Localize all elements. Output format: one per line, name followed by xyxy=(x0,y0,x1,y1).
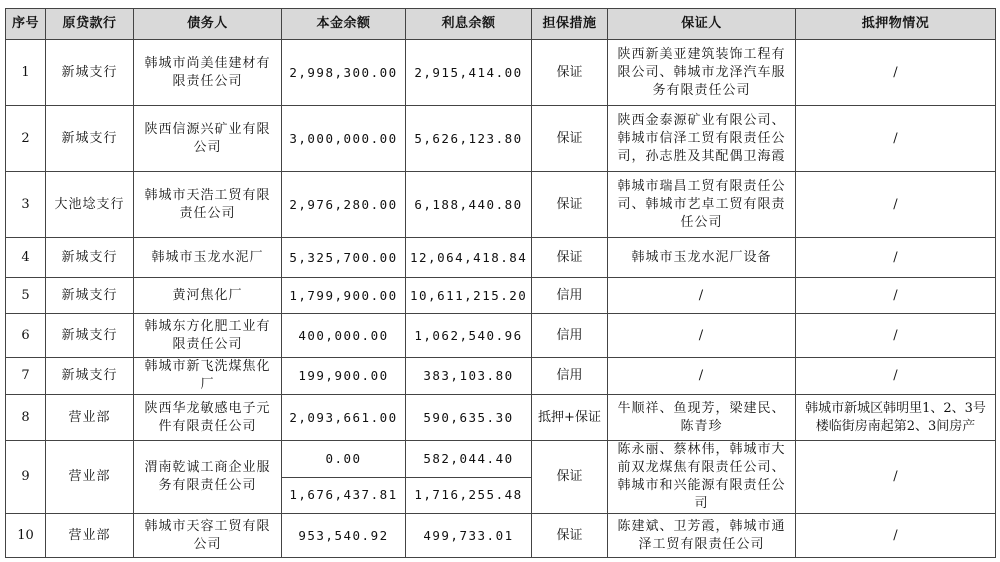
cell-no: 7 xyxy=(6,358,46,395)
header-interest: 利息余额 xyxy=(406,9,532,40)
cell-security: 信用 xyxy=(532,314,608,358)
cell-interest: 582,044.40 xyxy=(406,441,532,478)
cell-security: 保证 xyxy=(532,106,608,172)
cell-debtor: 韩城市天浩工贸有限责任公司 xyxy=(134,172,282,238)
cell-interest: 1,062,540.96 xyxy=(406,314,532,358)
cell-guarantor: 韩城市玉龙水泥厂设备 xyxy=(608,238,796,278)
header-guarantor: 保证人 xyxy=(608,9,796,40)
cell-principal: 5,325,700.00 xyxy=(282,238,406,278)
cell-principal: 1,676,437.81 xyxy=(282,477,406,514)
cell-debtor: 韩城市新飞洗煤焦化厂 xyxy=(134,358,282,395)
table-row xyxy=(6,358,996,395)
cell-bank: 营业部 xyxy=(46,395,134,441)
cell-principal: 2,998,300.00 xyxy=(282,40,406,106)
cell-guarantor: 韩城市瑞昌工贸有限责任公司、韩城市艺卓工贸有限责任公司 xyxy=(608,172,796,238)
cell-interest: 2,915,414.00 xyxy=(406,40,532,106)
cell-collateral: / xyxy=(796,278,996,314)
cell-guarantor: / xyxy=(608,314,796,358)
table-row xyxy=(6,40,996,106)
cell-security: 抵押+保证 xyxy=(532,395,608,441)
cell-collateral: / xyxy=(796,106,996,172)
cell-bank: 新城支行 xyxy=(46,358,134,395)
cell-collateral: / xyxy=(796,514,996,558)
cell-guarantor: 陈建斌、卫芳霞，韩城市通泽工贸有限责任公司 xyxy=(608,514,796,558)
header-security: 担保措施 xyxy=(532,9,608,40)
cell-guarantor: / xyxy=(608,358,796,395)
cell-security: 保证 xyxy=(532,40,608,106)
cell-collateral: / xyxy=(796,358,996,395)
cell-interest: 6,188,440.80 xyxy=(406,172,532,238)
header-row xyxy=(6,9,996,40)
cell-security: 保证 xyxy=(532,441,608,514)
cell-principal: 2,976,280.00 xyxy=(282,172,406,238)
cell-security: 保证 xyxy=(532,238,608,278)
cell-no: 6 xyxy=(6,314,46,358)
cell-no: 4 xyxy=(6,238,46,278)
table-row xyxy=(6,238,996,278)
cell-debtor: 陕西华龙敏感电子元件有限责任公司 xyxy=(134,395,282,441)
cell-interest: 5,626,123.80 xyxy=(406,106,532,172)
cell-debtor: 韩城东方化肥工业有限责任公司 xyxy=(134,314,282,358)
cell-bank: 新城支行 xyxy=(46,278,134,314)
header-principal: 本金余额 xyxy=(282,9,406,40)
cell-debtor: 黄河焦化厂 xyxy=(134,278,282,314)
cell-guarantor: 陕西新美亚建筑装饰工程有限公司、韩城市龙泽汽车服务有限责任公司 xyxy=(608,40,796,106)
cell-principal: 199,900.00 xyxy=(282,358,406,395)
cell-no: 2 xyxy=(6,106,46,172)
cell-principal: 400,000.00 xyxy=(282,314,406,358)
cell-collateral: 韩城市新城区韩明里1、2、3号楼临街房南起第2、3间房产 xyxy=(796,395,996,441)
cell-no: 5 xyxy=(6,278,46,314)
cell-no: 8 xyxy=(6,395,46,441)
cell-guarantor: / xyxy=(608,278,796,314)
cell-interest: 383,103.80 xyxy=(406,358,532,395)
header-bank: 原贷款行 xyxy=(46,9,134,40)
table-row xyxy=(6,441,996,478)
cell-no: 10 xyxy=(6,514,46,558)
cell-collateral: / xyxy=(796,172,996,238)
debt-table xyxy=(5,8,996,558)
cell-interest: 12,064,418.84 xyxy=(406,238,532,278)
table-row xyxy=(6,278,996,314)
cell-bank: 营业部 xyxy=(46,441,134,514)
table-row xyxy=(6,395,996,441)
table-row xyxy=(6,172,996,238)
cell-collateral: / xyxy=(796,40,996,106)
cell-principal: 953,540.92 xyxy=(282,514,406,558)
cell-principal: 3,000,000.00 xyxy=(282,106,406,172)
cell-guarantor: 陈永丽、蔡林伟，韩城市大前双龙煤焦有限责任公司、韩城市和兴能源有限责任公司 xyxy=(608,441,796,514)
cell-bank: 营业部 xyxy=(46,514,134,558)
table-row xyxy=(6,514,996,558)
cell-collateral: / xyxy=(796,441,996,514)
cell-bank: 大池埝支行 xyxy=(46,172,134,238)
cell-bank: 新城支行 xyxy=(46,238,134,278)
cell-security: 保证 xyxy=(532,514,608,558)
cell-debtor: 韩城市尚美佳建材有限责任公司 xyxy=(134,40,282,106)
cell-debtor: 渭南乾诚工商企业服务有限责任公司 xyxy=(134,441,282,514)
cell-debtor: 韩城市天容工贸有限公司 xyxy=(134,514,282,558)
cell-interest: 1,716,255.48 xyxy=(406,477,532,514)
cell-interest: 590,635.30 xyxy=(406,395,532,441)
cell-bank: 新城支行 xyxy=(46,106,134,172)
cell-no: 3 xyxy=(6,172,46,238)
cell-interest: 499,733.01 xyxy=(406,514,532,558)
cell-no: 1 xyxy=(6,40,46,106)
cell-debtor: 陕西信源兴矿业有限公司 xyxy=(134,106,282,172)
cell-security: 保证 xyxy=(532,172,608,238)
cell-principal: 0.00 xyxy=(282,441,406,478)
header-debtor: 债务人 xyxy=(134,9,282,40)
table-row xyxy=(6,106,996,172)
cell-guarantor: 陕西金泰源矿业有限公司、韩城市信泽工贸有限责任公司，孙志胜及其配偶卫海霞 xyxy=(608,106,796,172)
cell-collateral: / xyxy=(796,314,996,358)
cell-security: 信用 xyxy=(532,358,608,395)
cell-interest: 10,611,215.20 xyxy=(406,278,532,314)
cell-principal: 1,799,900.00 xyxy=(282,278,406,314)
cell-bank: 新城支行 xyxy=(46,314,134,358)
cell-debtor: 韩城市玉龙水泥厂 xyxy=(134,238,282,278)
header-collateral: 抵押物情况 xyxy=(796,9,996,40)
cell-security: 信用 xyxy=(532,278,608,314)
cell-principal: 2,093,661.00 xyxy=(282,395,406,441)
cell-no: 9 xyxy=(6,441,46,514)
header-no: 序号 xyxy=(6,9,46,40)
table-row xyxy=(6,314,996,358)
cell-bank: 新城支行 xyxy=(46,40,134,106)
cell-collateral: / xyxy=(796,238,996,278)
cell-guarantor: 牛顺祥、鱼现芳，梁建民、陈青珍 xyxy=(608,395,796,441)
